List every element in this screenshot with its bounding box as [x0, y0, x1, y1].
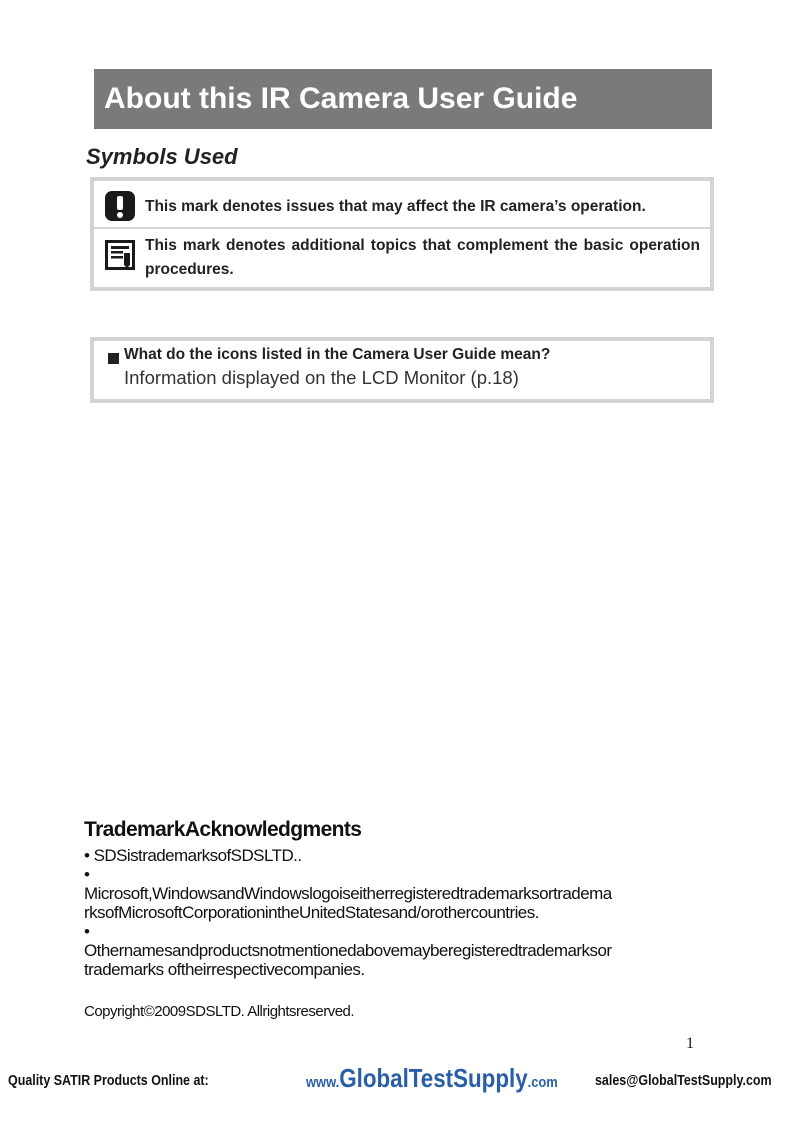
trademarks-heading: TrademarkAcknowledgments: [84, 818, 362, 841]
memo-icon: [104, 239, 136, 271]
footer-url-main: GlobalTestSupply: [339, 1063, 528, 1093]
copyright-notice: Copyright©2009SDSLTD. Allrightsreserved.: [84, 1003, 355, 1020]
footer-url-suffix: .com: [527, 1074, 558, 1091]
trademark-line: Microsoft,WindowsandWindowslogoiseitherregisteredtrademarksortradema: [84, 884, 612, 903]
footer-tagline: Quality SATIR Products Online at:: [8, 1073, 209, 1089]
trademarks-list: [84, 846, 704, 979]
caution-icon: [104, 190, 136, 222]
symbols-section-title: Symbols Used: [86, 144, 238, 169]
trademark-line: •: [84, 922, 90, 941]
symbol-text-memo: This mark denotes additional topics that complement the basic operation procedures.: [145, 237, 700, 278]
page-title: About this IR Camera User Guide: [104, 82, 578, 115]
trademark-line: • SDSistrademarksofSDSLTD..: [84, 846, 302, 865]
footer-website-link[interactable]: [306, 1063, 558, 1094]
trademark-line: trademarks oftheirrespectivecompanies.: [84, 960, 365, 979]
trademark-line: Othernamesandproductsnotmentionedabovemayberegisteredtrademarksor: [84, 941, 612, 960]
icons-answer: Information displayed on the LCD Monitor (p.18): [124, 367, 519, 388]
symbol-row-caution: [94, 181, 710, 229]
icons-info-box: [90, 337, 714, 403]
symbol-text-caution: This mark denotes issues that may affect the IR camera’s operation.: [145, 198, 646, 215]
footer-email-link[interactable]: sales@GlobalTestSupply.com: [595, 1073, 772, 1089]
page-header: [94, 69, 712, 129]
page-number: 1: [686, 1035, 694, 1052]
footer-url-prefix: www.: [306, 1074, 340, 1091]
trademark-line: •: [84, 865, 90, 884]
trademark-line: rksofMicrosoftCorporationintheUnitedStatesand/orothercountries.: [84, 903, 539, 922]
square-bullet-icon: [108, 353, 119, 364]
icons-question: What do the icons listed in the Camera User Guide mean?: [124, 346, 551, 363]
symbols-box: [90, 177, 714, 291]
symbol-row-memo: [94, 229, 710, 287]
